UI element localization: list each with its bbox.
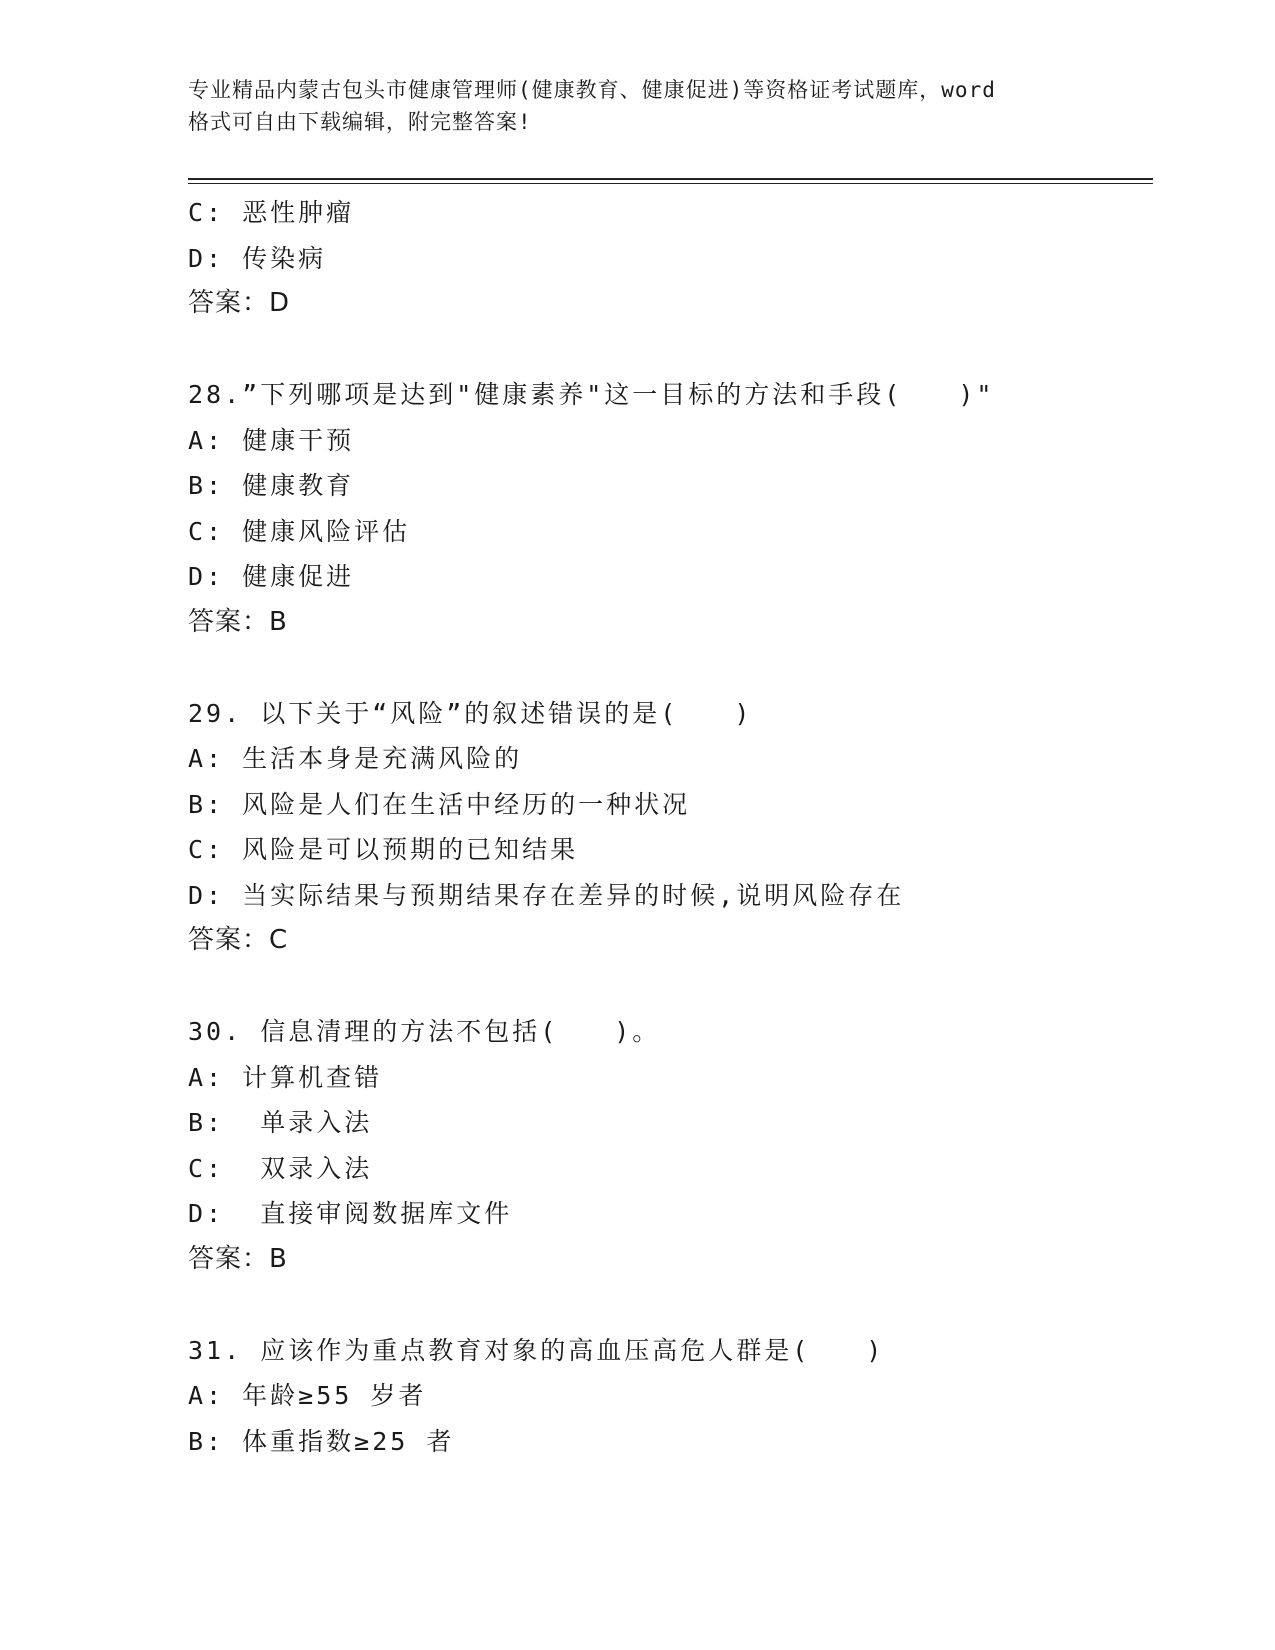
answer: 答案：D [188,288,291,318]
page-header [188,74,1088,138]
question-stem: 28.”下列哪项是达到"健康素养"这一目标的方法和手段( )" [188,380,995,409]
option-a: A: 生活本身是充满风险的 [188,744,523,773]
option-b: B: 健康教育 [188,471,355,500]
question-stem: 31. 应该作为重点教育对象的高血压高危人群是( ) [188,1335,885,1365]
option-d: D: 当实际结果与预期结果存在差异的时候,说明风险存在 [188,880,905,910]
option-b: B: 体重指数≥25 者 [188,1426,455,1456]
option-d: D: 直接审阅数据库文件 [188,1199,513,1228]
option-b: B: 单录入法 [188,1108,373,1137]
header-divider [188,178,1153,180]
spacer [188,327,1148,373]
option-d: D: 健康促进 [188,562,355,591]
spacer [188,964,1148,1010]
option-b: B: 风险是人们在生活中经历的一种状况 [188,789,691,819]
header-divider-thin [188,183,1153,184]
option-a: A: 健康干预 [188,425,355,455]
header-line-1: 专业精品内蒙古包头市健康管理师(健康教育、健康促进)等资格证考试题库，word [188,78,996,102]
header-line-2: 格式可自由下载编辑，附完整答案! [188,110,532,134]
option-a: A: 计算机查错 [188,1062,383,1092]
question-stem: 30. 信息清理的方法不包括( )。 [188,1017,661,1046]
spacer [188,1282,1148,1328]
question-stem: 29. 以下关于“风险”的叙述错误的是( ) [188,698,753,728]
answer: 答案：C [188,925,289,955]
answer: 答案：B [188,606,288,637]
option-d: D: 传染病 [188,243,327,273]
option-c: C: 健康风险评估 [188,516,411,546]
answer: 答案：B [188,1243,288,1274]
option-c: C: 双录入法 [188,1153,373,1183]
spacer [188,645,1148,691]
option-c: C: 风险是可以预期的已知结果 [188,835,579,864]
option-a: A: 年龄≥55 岁者 [188,1381,427,1410]
option-c: C: 恶性肿瘤 [188,198,355,227]
question-list [188,190,1148,1464]
